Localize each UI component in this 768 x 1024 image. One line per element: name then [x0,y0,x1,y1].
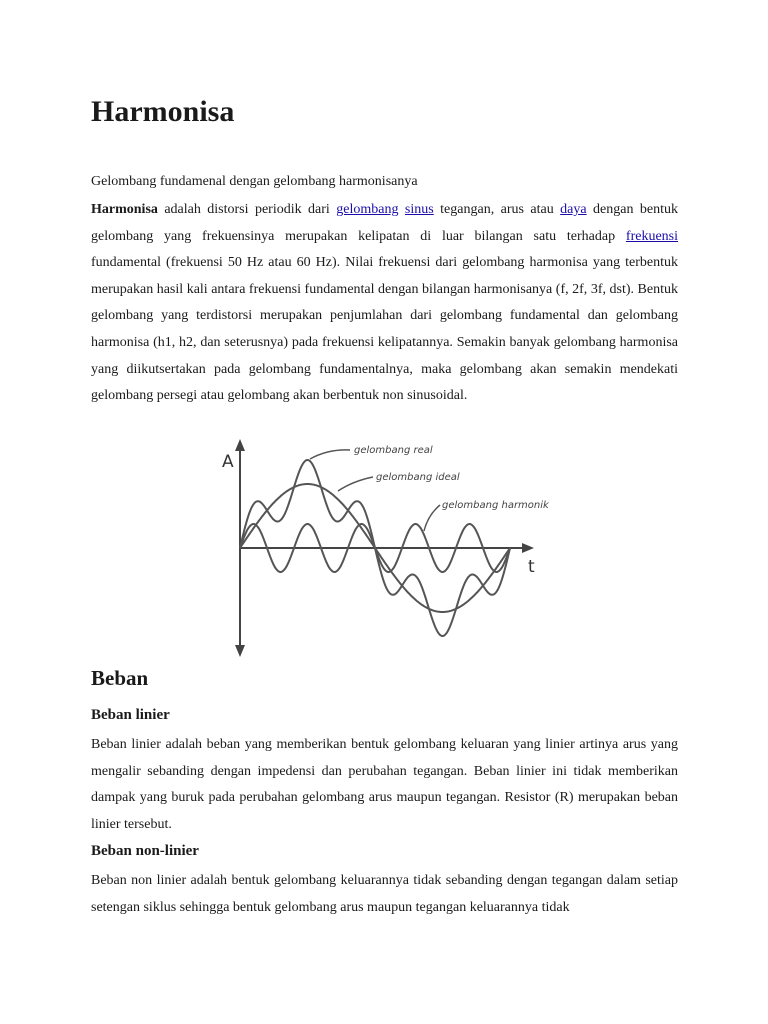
subheading-beban-linier: Beban linier [91,707,170,723]
harmonic-wave-figure [218,437,558,659]
section-heading-beban: Beban [91,666,149,690]
subheading-beban-non-linier: Beban non-linier [91,843,199,859]
link-daya[interactable]: daya [560,202,587,217]
real-label-leader [310,450,350,459]
term-harmonisa: Harmonisa [91,202,158,217]
intro-paragraph [91,197,678,410]
wave-diagram [218,437,558,659]
x-axis-arrow [522,543,534,553]
label-gelombang-harmonik: gelombang harmonik [442,500,549,511]
ideal-label-leader [338,477,373,491]
y-axis-label: A [222,452,234,472]
x-axis-label: t [528,557,535,577]
intro-text-1: adalah distorsi periodik dari [157,202,337,217]
link-frekuensi[interactable]: frekuensi [625,228,678,244]
label-gelombang-real: gelombang real [354,445,433,456]
beban-non-linier-paragraph: Beban non linier adalah bentuk gelombang keluarannya tidak sebanding dengan tegangan dalam setiap setengan siklus sehingga bentuk gelombang arus maupun tegangan keluarannya tidak [91,873,678,915]
link-gelombang[interactable]: gelombang [336,202,399,217]
y-axis-arrow-up [235,439,245,451]
figure-caption: Gelombang fundamenal dengan gelombang harmonisanya [91,174,418,189]
link-sinus[interactable]: sinus [404,202,434,217]
intro-text-5: fundamental (frekuensi 50 Hz atau 60 Hz). Nilai frekuensi dari gelombang harmonisa yang terbentuk merupakan hasil kali antara frekuensi fundamental dengan bilangan harmonisanya (f, 2f, 3f, dst). Bentuk gelombang yang terdistorsi merupakan penjumlahan dari gelombang fundamental dan gelombang harmonisa (h1, h2, dan seterusnya) pada frekuensi kelipatannya. Semakin banyak gelombang harmonisa yang diikutsertakan pada gelombang fundamentalnya, maka gelombang akan semakin mendekati gelombang persegi atau gelombang akan berbentuk non sinusoidal. [91,255,678,404]
label-gelombang-ideal: gelombang ideal [376,472,460,483]
intro-text-4: dengan bentuk gelombang yang frekuensinya merupakan kelipatan di luar bilangan satu terhadap [91,202,678,244]
harmonic-label-leader [424,505,440,531]
y-axis-arrow-down [235,645,245,657]
page-title: Harmonisa [91,95,235,128]
beban-linier-paragraph: Beban linier adalah beban yang memberikan bentuk gelombang keluaran yang linier artinya arus yang mengalir sebanding dengan impedensi dan perubahan tegangan. Beban linier ini tidak memberikan dampak yang buruk pada perubahan gelombang arus maupun tegangan. Resistor (R) merupakan beban linier tersebut. [91,737,678,832]
intro-text-3: tegangan, arus atau [433,202,561,217]
